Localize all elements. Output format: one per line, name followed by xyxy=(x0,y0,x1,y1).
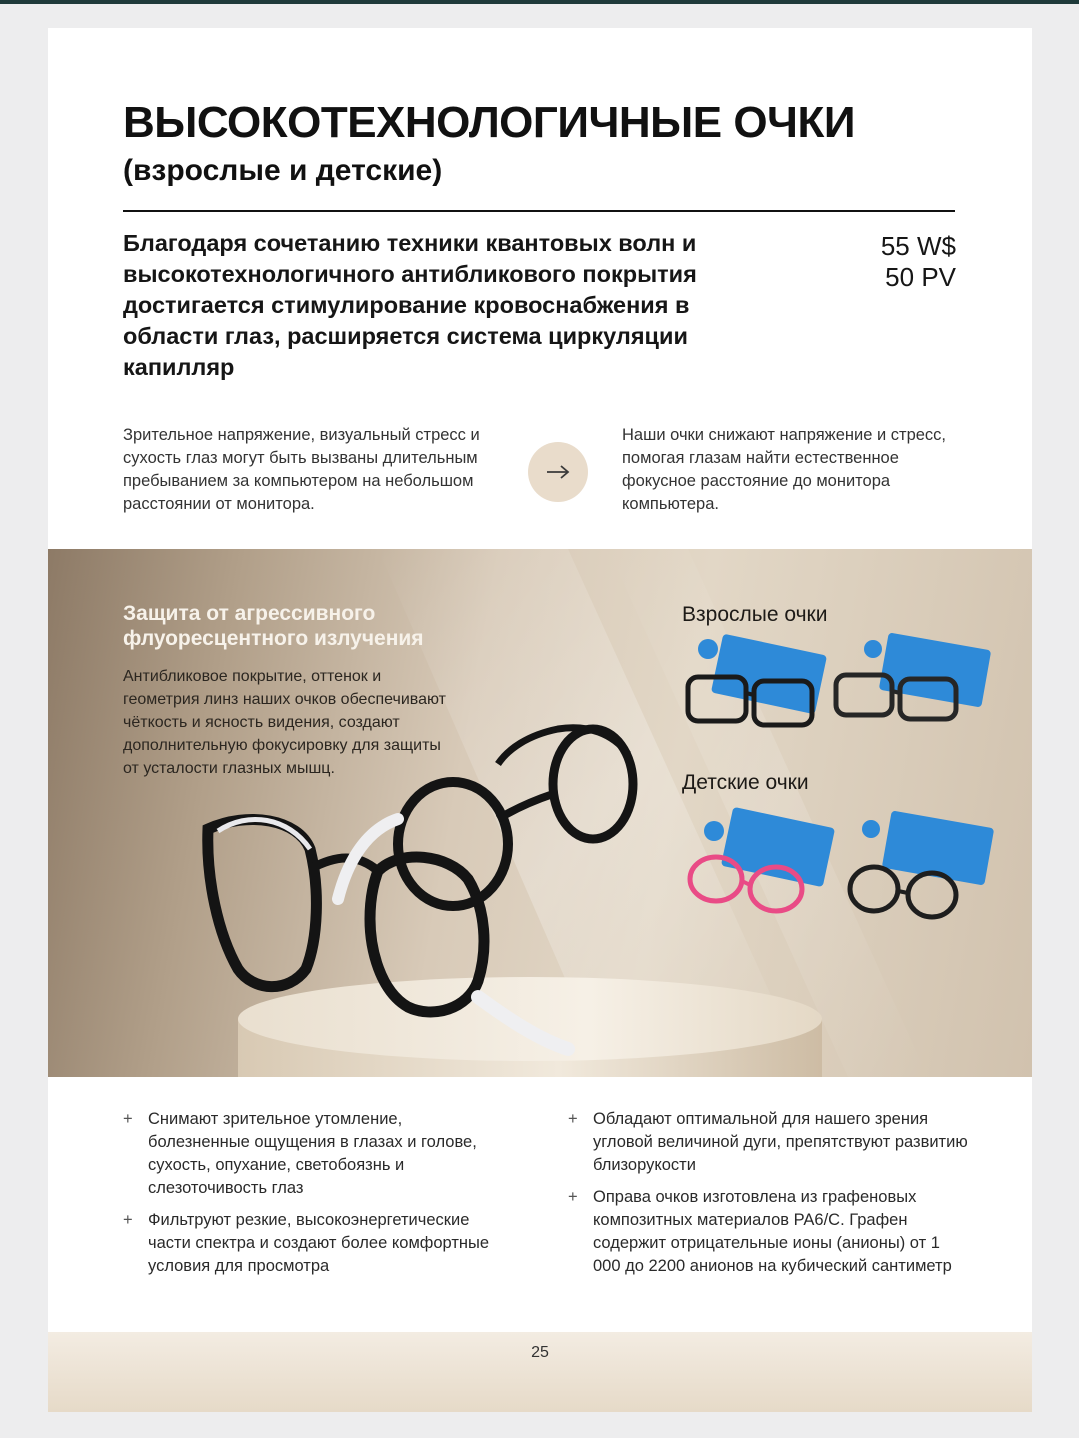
adult-glasses-label: Взрослые очки xyxy=(682,603,828,626)
page-subtitle: (взрослые и детские) xyxy=(123,154,443,187)
page-number: 25 xyxy=(531,1344,549,1361)
protection-heading-line-2: флуоресцентного излучения xyxy=(123,627,424,650)
benefit-item: + Снимают зрительное утомление, болезненные ощущения в глазах и голове, сухость, опухание, светобоязнь и слезоточивость глаз xyxy=(123,1110,477,1197)
plus-icon: + xyxy=(568,1188,578,1206)
protection-heading xyxy=(123,601,424,651)
kids-glasses-label: Детские очки xyxy=(682,771,809,794)
benefits-list-left xyxy=(123,1108,493,1287)
price-pv: 50 PV xyxy=(885,262,956,292)
protection-heading-line-1: Защита от агрессивного xyxy=(123,602,376,625)
catalog-page xyxy=(48,28,1032,1412)
price-ws: 55 W$ xyxy=(880,231,956,261)
top-bar xyxy=(0,0,1079,4)
plus-icon: + xyxy=(123,1211,133,1229)
kids-glasses-product-2 xyxy=(850,810,994,917)
page-title: ВЫСОКОТЕХНОЛОГИЧНЫЕ ОЧКИ xyxy=(123,98,855,147)
arrow-right-icon xyxy=(528,442,588,502)
product-photo-section xyxy=(48,549,1032,1077)
intro-problem: Зрительное напряжение, визуальный стресс и сухость глаз могут быть вызваны длительным пребыванием за компьютером на небольшом расстоянии от монитора. xyxy=(123,426,480,513)
plus-icon: + xyxy=(568,1110,578,1128)
benefit-item: + Оправа очков изготовлена из графеновых композитных материалов PA6/C. Графен содержит отрицательные ионы (анионы) от 1 000 до 2200 анионов на кубический сантиметр xyxy=(568,1188,952,1275)
benefit-item: + Фильтруют резкие, высокоэнергетические части спектра и создают более комфортные условия для просмотра xyxy=(123,1211,490,1275)
benefits-list-right xyxy=(568,1108,968,1287)
lead-paragraph: Благодаря сочетанию техники квантовых волн и высокотехнологичного антибликового покрытия достигается стимулирование кровоснабжения в области глаз, расширяется система циркуляции капилляр xyxy=(123,230,697,380)
title-divider xyxy=(123,210,955,212)
protection-text: Антибликовое покрытие, оттенок и геометрия линз наших очков обеспечивают чёткость и ясность видения, создают дополнительную фокусировку для защиты от усталости глазных мышц. xyxy=(123,668,446,777)
intro-solution: Наши очки снижают напряжение и стресс, помогая глазам найти естественное фокусное расстояние до монитора компьютера. xyxy=(622,426,947,513)
adult-glasses-product-2 xyxy=(836,632,991,719)
plus-icon: + xyxy=(123,1110,133,1128)
benefit-item: + Обладают оптимальной для нашего зрения угловой величиной дуги, препятствуют развитию близорукости xyxy=(568,1110,968,1174)
price-block xyxy=(881,231,956,293)
